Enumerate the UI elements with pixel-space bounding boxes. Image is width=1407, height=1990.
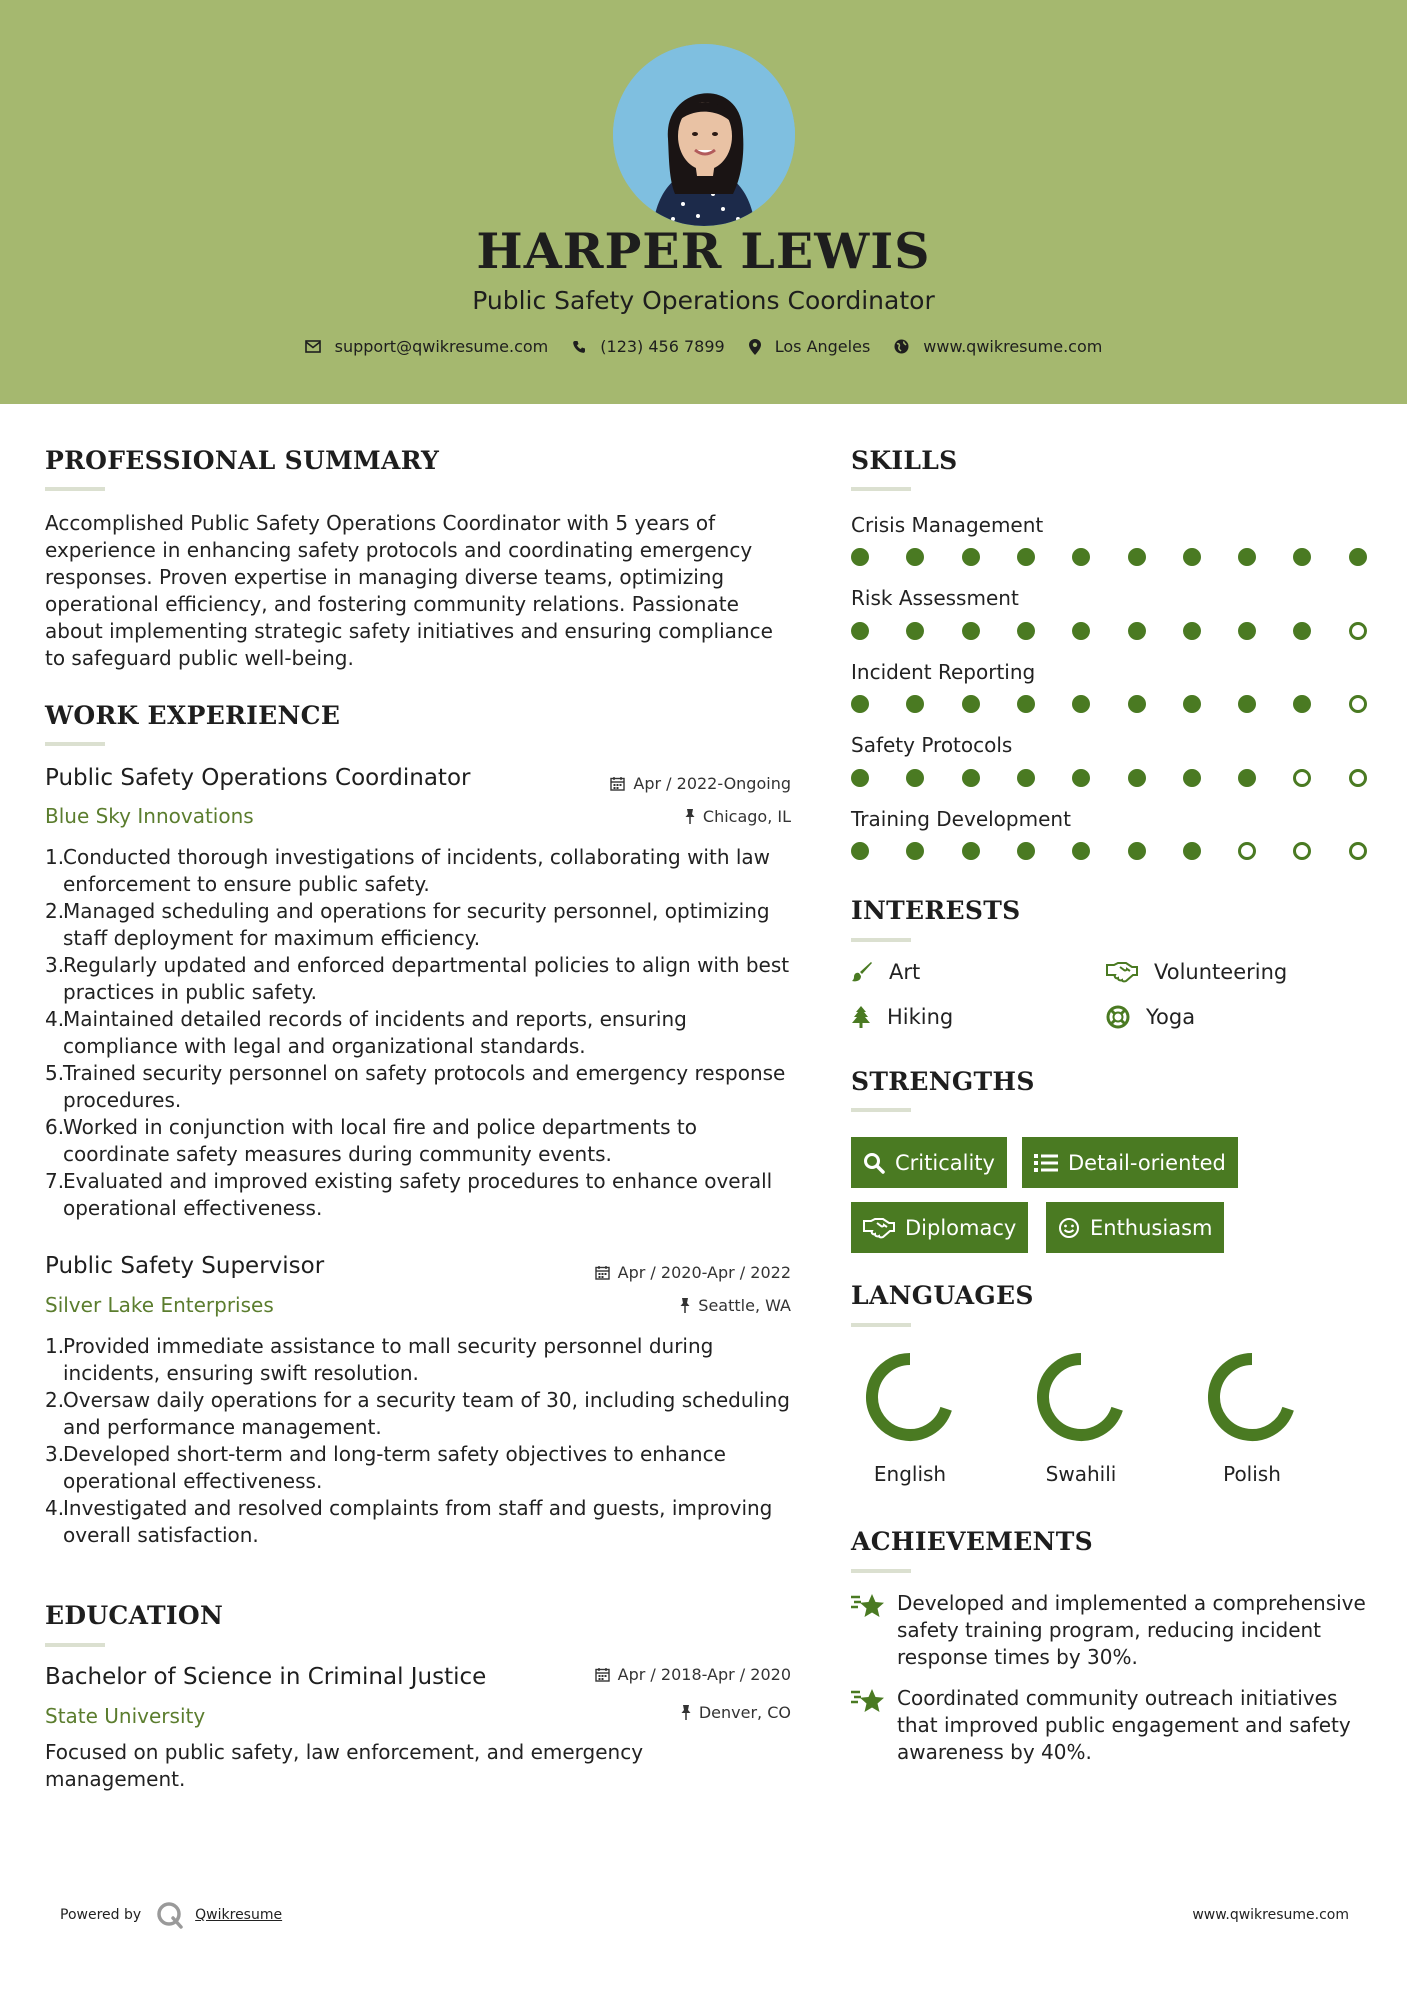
contact-location <box>749 337 871 356</box>
envelope-icon <box>305 340 321 353</box>
education-heading: EDUCATION <box>45 1601 224 1630</box>
job-location-text: Seattle, WA <box>698 1296 791 1315</box>
skill-dot-empty <box>1349 622 1367 640</box>
education-location <box>681 1703 791 1722</box>
skill-dot-filled <box>906 769 924 787</box>
contact-bar <box>0 337 1407 356</box>
skill-dot-filled <box>1238 769 1256 787</box>
education-heading-rule <box>45 1643 105 1647</box>
skill-dot-filled <box>1183 769 1201 787</box>
language-level-arc <box>1043 1359 1117 1435</box>
calendar-icon <box>610 776 625 791</box>
job-title: Public Safety Supervisor <box>45 1253 325 1279</box>
language-level-arc <box>1214 1359 1288 1435</box>
language-label: Swahili <box>1045 1462 1117 1486</box>
language-label: Polish <box>1223 1462 1281 1486</box>
list-item: 1. Provided immediate assistance to mall security personnel during incidents, ensuring swift resolution. <box>45 1334 714 1385</box>
skill-dot-filled <box>906 695 924 713</box>
summary-text: Accomplished Public Safety Operations Coordinator with 5 years of experience in enhancing safety protocols and coordinating emergency responses. Proven expertise in managing diverse teams, optimizing operational efficiency, and fostering community relations. Passionate about implementing strategic safety initiatives and ensuring compliance to safeguard public well-being. <box>45 511 773 670</box>
skill-dot-filled <box>1017 769 1035 787</box>
achievement-item <box>851 1685 1371 1766</box>
skill-dot-filled <box>1183 622 1201 640</box>
education-description: Focused on public safety, law enforcement, and emergency management. <box>45 1740 644 1791</box>
strength-badge <box>851 1137 1007 1188</box>
map-pin-icon <box>749 339 761 355</box>
interest-label: Art <box>889 960 921 984</box>
skill-dot-filled <box>1238 622 1256 640</box>
skill-dot-filled <box>1128 622 1146 640</box>
list-item: 2. Oversaw daily operations for a security team of 30, including scheduling and performance management. <box>45 1388 790 1439</box>
interest-item-yoga <box>1106 1005 1195 1029</box>
job-dates-text: Apr / 2022-Ongoing <box>633 774 791 793</box>
profile-photo <box>613 44 795 226</box>
language-item <box>855 1350 965 1486</box>
skill-dot-filled <box>851 622 869 640</box>
skill-dot-filled <box>906 622 924 640</box>
skill-dot-filled <box>1128 695 1146 713</box>
resume-header <box>0 0 1407 404</box>
skill-dot-filled <box>851 695 869 713</box>
list-icon <box>1034 1153 1058 1173</box>
skills-heading: SKILLS <box>851 446 958 475</box>
education-location-text: Denver, CO <box>698 1703 791 1722</box>
skill-dot-filled <box>1072 842 1090 860</box>
skill-rating <box>851 769 1367 789</box>
skill-dot-filled <box>1017 695 1035 713</box>
language-item <box>1197 1350 1307 1486</box>
skill-dot-empty <box>1293 842 1311 860</box>
list-item: 3. Developed short-term and long-term safety objectives to enhance operational effectiveness. <box>45 1442 726 1493</box>
interests-heading-rule <box>851 938 911 942</box>
strengths-heading: STRENGTHS <box>851 1067 1035 1096</box>
interest-item-volunteering <box>1106 960 1287 984</box>
skill-name: Training Development <box>851 807 1071 831</box>
list-item: 2. Managed scheduling and operations for security personnel, optimizing staff deployment for maximum efficiency. <box>45 899 770 950</box>
skills-heading-rule <box>851 487 911 491</box>
school-name: State University <box>45 1704 206 1728</box>
skill-name: Incident Reporting <box>851 660 1036 684</box>
job-location <box>685 807 791 826</box>
strength-label: Detail-oriented <box>1068 1150 1226 1175</box>
skill-dot-filled <box>1293 622 1311 640</box>
skill-dot-filled <box>1017 842 1035 860</box>
languages-heading-rule <box>851 1323 911 1327</box>
strengths-heading-rule <box>851 1108 911 1112</box>
languages-heading: LANGUAGES <box>851 1281 1034 1310</box>
job-dates <box>610 774 791 793</box>
skill-dot-filled <box>906 842 924 860</box>
contact-phone-text: (123) 456 7899 <box>600 337 725 356</box>
skill-dot-filled <box>851 842 869 860</box>
job-location <box>680 1296 791 1315</box>
experience-heading-rule <box>45 742 105 746</box>
interest-label: Yoga <box>1146 1005 1196 1029</box>
contact-website[interactable] <box>894 337 1102 356</box>
skill-dot-filled <box>1128 842 1146 860</box>
skill-dot-filled <box>1183 695 1201 713</box>
skill-dot-empty <box>1349 769 1367 787</box>
profile-photo-illustration <box>613 44 795 226</box>
interest-label: Volunteering <box>1154 960 1288 984</box>
skill-dot-filled <box>962 842 980 860</box>
achievement-text: Developed and implemented a comprehensive safety training program, reducing incident response times by 30%. <box>897 1591 1366 1669</box>
footer-powered-by <box>60 1900 282 1930</box>
skill-dot-empty <box>1293 769 1311 787</box>
language-label: English <box>873 1462 947 1486</box>
education-dates <box>595 1665 791 1684</box>
skill-dot-filled <box>1183 842 1201 860</box>
skill-dot-filled <box>962 548 980 566</box>
pushpin-icon <box>680 1298 690 1313</box>
contact-location-text: Los Angeles <box>774 337 871 356</box>
language-level-ring <box>863 1350 957 1444</box>
job-bullet-list <box>45 844 805 1222</box>
list-item: 5. Trained security personnel on safety protocols and emergency response procedures. <box>45 1061 786 1112</box>
language-item <box>1026 1350 1136 1486</box>
skill-dot-filled <box>1072 622 1090 640</box>
skill-dot-empty <box>1349 695 1367 713</box>
achievement-item <box>851 1590 1371 1671</box>
skill-rating <box>851 695 1367 715</box>
contact-website-text: www.qwikresume.com <box>923 337 1103 356</box>
job-dates-text: Apr / 2020-Apr / 2022 <box>617 1263 791 1282</box>
job-bullet-list <box>45 1333 805 1549</box>
interests-heading: INTERESTS <box>851 896 1021 925</box>
calendar-icon <box>595 1265 610 1280</box>
skill-dot-filled <box>851 548 869 566</box>
tree-icon <box>851 1006 871 1028</box>
interest-item-art <box>851 960 920 984</box>
summary-heading-rule <box>45 487 105 491</box>
footer-website[interactable]: www.qwikresume.com <box>1192 1907 1349 1923</box>
handshake-icon <box>1106 961 1138 983</box>
interest-label: Hiking <box>887 1005 954 1029</box>
summary-heading: PROFESSIONAL SUMMARY <box>45 446 440 475</box>
star-icon <box>851 1592 885 1620</box>
skill-rating <box>851 622 1367 642</box>
skill-dot-filled <box>1349 548 1367 566</box>
achievements-heading: ACHIEVEMENTS <box>851 1527 1093 1556</box>
contact-email-text: support@qwikresume.com <box>334 337 549 356</box>
job-company: Silver Lake Enterprises <box>45 1293 274 1317</box>
skill-dot-filled <box>1238 695 1256 713</box>
contact-email[interactable] <box>305 337 549 356</box>
skill-dot-filled <box>1183 548 1201 566</box>
skill-dot-filled <box>1293 548 1311 566</box>
skill-dot-filled <box>1072 548 1090 566</box>
phone-icon <box>572 340 586 354</box>
qwikresume-logo-icon <box>155 1900 185 1930</box>
skill-name: Risk Assessment <box>851 586 1019 610</box>
strength-badge <box>1022 1137 1238 1188</box>
powered-by-label: Powered by <box>60 1907 142 1923</box>
skill-name: Crisis Management <box>851 513 1044 537</box>
skill-dot-filled <box>1072 695 1090 713</box>
skill-dot-filled <box>962 695 980 713</box>
skill-dot-filled <box>851 769 869 787</box>
strength-badge <box>851 1202 1028 1253</box>
job-location-text: Chicago, IL <box>702 807 791 826</box>
contact-phone[interactable] <box>572 337 724 356</box>
interest-item-hiking <box>851 1005 953 1029</box>
language-level-ring <box>1034 1350 1128 1444</box>
list-item: 4. Investigated and resolved complaints from staff and guests, improving overall satisfaction. <box>45 1496 773 1547</box>
skill-dot-filled <box>1072 769 1090 787</box>
skill-rating <box>851 842 1367 862</box>
skill-dot-filled <box>1128 769 1146 787</box>
star-icon <box>851 1687 885 1715</box>
globe-icon <box>894 339 909 354</box>
skill-dot-filled <box>962 622 980 640</box>
candidate-name: HARPER LEWIS <box>476 222 931 280</box>
list-item: 1. Conducted thorough investigations of incidents, collaborating with law enforcement to ensure public safety. <box>45 845 771 896</box>
degree-title: Bachelor of Science in Criminal Justice <box>45 1664 487 1690</box>
skill-dot-filled <box>1128 548 1146 566</box>
job-company: Blue Sky Innovations <box>45 804 254 828</box>
education-dates-text: Apr / 2018-Apr / 2020 <box>617 1665 791 1684</box>
pushpin-icon <box>685 809 695 824</box>
job-title: Public Safety Operations Coordinator <box>45 765 471 791</box>
strength-label: Criticality <box>895 1150 995 1175</box>
handshake-icon <box>863 1217 895 1239</box>
job-dates <box>595 1263 791 1282</box>
skill-dot-filled <box>1293 695 1311 713</box>
list-item: 4. Maintained detailed records of incidents and reports, ensuring compliance with legal and organizational standards. <box>45 1007 687 1058</box>
skill-dot-empty <box>1238 842 1256 860</box>
strength-badge <box>1046 1202 1224 1253</box>
skill-dot-filled <box>1017 622 1035 640</box>
calendar-icon <box>595 1667 610 1682</box>
qwikresume-link[interactable]: Qwikresume <box>195 1907 283 1923</box>
skill-dot-empty <box>1349 842 1367 860</box>
smile-icon <box>1058 1217 1080 1239</box>
lifering-icon <box>1106 1005 1130 1029</box>
experience-heading: WORK EXPERIENCE <box>45 701 341 730</box>
language-level-ring <box>1205 1350 1299 1444</box>
skill-dot-filled <box>1238 548 1256 566</box>
language-level-arc <box>872 1359 946 1435</box>
list-item: 7. Evaluated and improved existing safety procedures to enhance overall operational effectiveness. <box>45 1169 773 1220</box>
list-item: 6. Worked in conjunction with local fire and police departments to coordinate safety measures during community events. <box>45 1115 698 1166</box>
list-item: 3. Regularly updated and enforced departmental policies to align with best practices in public safety. <box>45 953 790 1004</box>
paintbrush-icon <box>851 961 873 983</box>
search-icon <box>863 1152 885 1174</box>
achievement-text: Coordinated community outreach initiatives that improved public engagement and safety awareness by 40%. <box>897 1686 1351 1764</box>
skill-dot-filled <box>906 548 924 566</box>
skill-dot-filled <box>962 769 980 787</box>
skill-name: Safety Protocols <box>851 733 1013 757</box>
candidate-title: Public Safety Operations Coordinator <box>472 286 935 315</box>
achievements-heading-rule <box>851 1569 911 1573</box>
pushpin-icon <box>681 1705 691 1720</box>
skill-rating <box>851 548 1367 568</box>
strength-label: Diplomacy <box>905 1215 1017 1240</box>
skill-dot-filled <box>1017 548 1035 566</box>
strength-label: Enthusiasm <box>1090 1215 1213 1240</box>
